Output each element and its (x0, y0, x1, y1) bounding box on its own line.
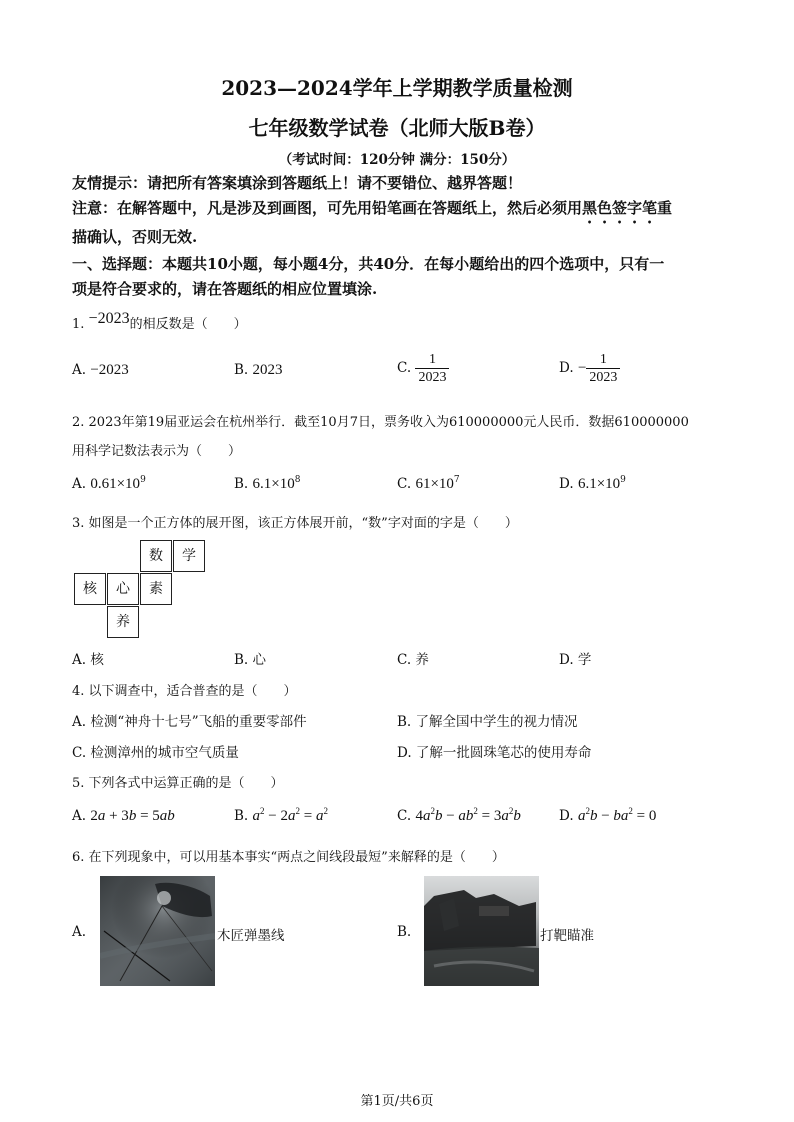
q2-option-b-exponent: 8 (294, 475, 301, 485)
exam-title: 2023—2024学年上学期教学质量检测 (221, 76, 573, 100)
q5-option-c-formula: $4a^2b - ab^2 = 3a^2b$ (415, 806, 521, 824)
target-shooting-photo (424, 876, 539, 986)
q6-text: 6. 在下列现象中，可以用基本事实“两点之间线段最短”来解释的是（ ） (72, 850, 505, 865)
q1-option-c (397, 351, 449, 386)
net-cell-su: 素 (140, 573, 172, 605)
attention-note-emphasis: 黑色签字笔 (582, 199, 658, 217)
q5-option-a-label: A. (72, 808, 87, 824)
q1-option-b-value: 2023 (252, 362, 283, 378)
q4-option-b: B. 了解全国中学生的视力情况 (397, 714, 578, 730)
attention-note-suffix: 重 (657, 199, 673, 217)
net-cell-yang: 养 (107, 606, 139, 638)
exam-info: （考试时间：120分钟 满分：150分） (278, 152, 516, 168)
q3-option-b: B. 心 (234, 652, 267, 668)
q2-text-line2: 用科学记数法表示为（ ） (72, 444, 242, 459)
q5-option-c-label: C. (397, 808, 412, 824)
attention-note-line2: 描确认，否则无效. (72, 228, 198, 246)
q1-expression: −2023 (88, 310, 130, 327)
q2-option-a (72, 476, 146, 493)
net-cell-shu: 数 (140, 540, 172, 572)
q2-option-b-label: B. (234, 476, 249, 492)
net-cell-he: 核 (74, 573, 106, 605)
q5-option-d-label: D. (559, 808, 574, 824)
q1-option-c-numerator: 1 (415, 351, 449, 369)
q2-option-b (234, 476, 300, 493)
q1-option-d-fraction (586, 351, 620, 386)
q2-option-a-base: 0.61×10 (90, 476, 141, 492)
cube-net-diagram (74, 540, 214, 640)
q1-option-c-fraction (415, 351, 449, 386)
section1-intro-line1: 一、选择题：本题共10小题，每小题4分，共40分．在每小题给出的四个选项中，只有一 (72, 255, 665, 273)
q3-text: 3. 如图是一个正方体的展开图，该正方体展开前，“数”字对面的字是（ ） (72, 516, 518, 531)
carpenter-ink-line-photo (100, 876, 215, 986)
attention-note-prefix: 注意：在解答题中，凡是涉及到画图，可先用铅笔画在答题纸上，然后必须用 (72, 199, 583, 217)
attention-note (72, 197, 672, 227)
q1-option-a-value: −2023 (90, 362, 129, 378)
q1-option-a-label: A. (72, 362, 87, 378)
q2-option-d-exponent: 9 (620, 475, 626, 485)
q1-text: 的相反数是（ ） (129, 317, 247, 332)
q5-option-b (234, 808, 328, 825)
q5-option-b-label: B. (234, 808, 249, 824)
q1-option-d-label: D. (559, 360, 574, 376)
q5-option-a (72, 808, 175, 825)
q1-option-c-label: C. (397, 360, 412, 376)
q2-option-c-label: C. (397, 476, 412, 492)
q2-text-line1: 2. 2023年第19届亚运会在杭州举行．截至10月7日，票务收入为610000000元人民币．数据610000000 (72, 415, 689, 430)
q3-option-c: C. 养 (397, 652, 429, 668)
friendly-tip: 友情提示：请把所有答案填涂到答题纸上！请不要错位、越界答题！ (72, 174, 523, 192)
q2-option-a-label: A. (72, 476, 87, 492)
q1-number: 1. (72, 317, 85, 332)
q3-option-d: D. 学 (559, 652, 592, 668)
q2-option-c (397, 476, 460, 493)
q1-option-d (559, 351, 620, 386)
q1-option-c-denominator: 2023 (418, 370, 447, 385)
q2-option-d (559, 476, 626, 493)
q6-option-b-caption: 打靶瞄准 (540, 928, 594, 944)
page-footer: 第1页/共6页 (360, 1094, 434, 1109)
q5-text: 5. 下列各式中运算正确的是（ ） (72, 776, 284, 791)
q4-option-c: C. 检测漳州的城市空气质量 (72, 745, 239, 761)
q5-option-d (559, 808, 656, 825)
net-cell-xue: 学 (173, 540, 205, 572)
question-1 (72, 310, 247, 333)
net-cell-xin: 心 (107, 573, 139, 605)
q3-option-a: A. 核 (72, 652, 104, 668)
q5-option-d-formula: $a^2b - ba^2 = 0$ (577, 806, 657, 824)
q1-option-b (234, 362, 283, 379)
exam-subtitle: 七年级数学试卷（北师大版B卷） (248, 116, 546, 140)
q2-option-d-base: 6.1×10 (577, 476, 621, 492)
q4-option-a: A. 检测“神舟十七号”飞船的重要零部件 (72, 714, 307, 730)
q1-option-a (72, 362, 129, 379)
q2-option-c-base: 61×10 (415, 476, 454, 492)
q2-option-c-exponent: 7 (453, 475, 460, 485)
q6-option-a-label: A. (72, 924, 87, 940)
q2-option-a-exponent: 9 (140, 475, 146, 485)
q4-text: 4. 以下调查中，适合普查的是（ ） (72, 684, 297, 699)
q1-option-b-label: B. (234, 362, 249, 378)
q6-option-a-caption: 木匠弹墨线 (217, 928, 285, 944)
q5-option-a-formula: 2a + 3b = 5ab (90, 808, 175, 824)
q5-option-c (397, 808, 521, 825)
q2-option-d-label: D. (559, 476, 574, 492)
q1-option-d-denominator: 2023 (589, 370, 618, 385)
q1-option-d-numerator: 1 (586, 351, 620, 369)
q1-option-d-sign: − (577, 360, 587, 376)
section1-intro-line2: 项是符合要求的，请在答题纸的相应位置填涂. (72, 280, 378, 298)
q4-option-d: D. 了解一批圆珠笔芯的使用寿命 (397, 745, 592, 761)
q5-option-b-formula: $a^2 - 2a^2 = a^2$ (252, 806, 328, 824)
q6-option-b-label: B. (397, 924, 412, 940)
q2-option-b-base: 6.1×10 (252, 476, 295, 492)
